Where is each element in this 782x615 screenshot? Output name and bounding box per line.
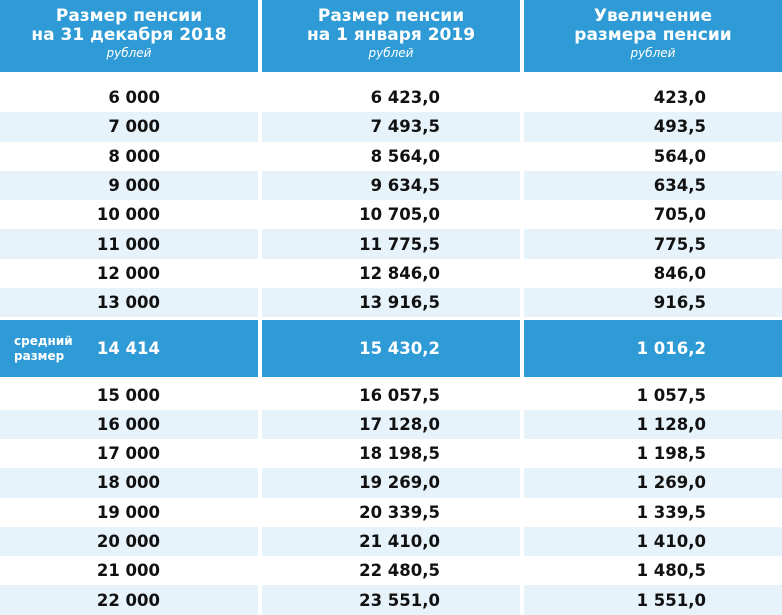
cell-pension-2018 xyxy=(0,468,258,497)
cell-pension-2019 xyxy=(262,439,520,468)
header-col1-unit: рублей xyxy=(106,46,152,60)
cell-increase-value: 1 016,2 xyxy=(636,339,706,359)
cell-increase-value: 1 339,5 xyxy=(636,502,706,522)
cell-increase xyxy=(524,259,782,288)
header-pension-2019 xyxy=(262,0,520,72)
cell-pension-2018-value: 9 000 xyxy=(108,176,160,196)
cell-pension-2018 xyxy=(0,288,258,317)
cell-pension-2019 xyxy=(262,229,520,258)
cell-pension-2019 xyxy=(262,259,520,288)
table-row xyxy=(0,171,782,200)
table-header xyxy=(0,0,782,72)
cell-pension-2018-value: 13 000 xyxy=(96,293,160,313)
cell-increase-value: 1 269,0 xyxy=(636,473,706,493)
cell-pension-2019 xyxy=(262,410,520,439)
cell-pension-2018 xyxy=(0,259,258,288)
cell-pension-2018-value: 20 000 xyxy=(96,532,160,551)
cell-pension-2018-value: 18 000 xyxy=(96,473,160,493)
cell-pension-2018 xyxy=(0,410,258,439)
cell-pension-2019-value: 8 564,0 xyxy=(370,146,440,166)
cell-pension-2018-value: 12 000 xyxy=(96,263,160,283)
cell-increase xyxy=(524,410,782,439)
cell-pension-2019-value: 15 430,2 xyxy=(359,339,440,359)
cell-pension-2018 xyxy=(0,556,258,585)
cell-increase xyxy=(524,200,782,229)
cell-pension-2019-value: 18 198,5 xyxy=(359,444,440,464)
cell-increase-value: 916,5 xyxy=(653,293,706,313)
cell-increase xyxy=(524,556,782,585)
table-row xyxy=(0,527,782,556)
cell-pension-2018-value: 19 000 xyxy=(96,502,160,522)
cell-pension-2019-value: 17 128,0 xyxy=(359,414,440,434)
cell-pension-2019-value: 21 410,0 xyxy=(359,532,440,551)
cell-pension-2019 xyxy=(262,288,520,317)
average-label-line1: средний xyxy=(14,334,73,349)
cell-pension-2018 xyxy=(0,439,258,468)
cell-increase-value: 1 480,5 xyxy=(636,561,706,581)
cell-pension-2018-value: 17 000 xyxy=(96,444,160,464)
cell-pension-2019-value: 23 551,0 xyxy=(359,590,440,610)
table-row xyxy=(0,556,782,585)
table-row xyxy=(0,142,782,171)
cell-pension-2019-value: 10 705,0 xyxy=(359,205,440,225)
table-row xyxy=(0,585,782,614)
cell-pension-2018-value: 14 414 xyxy=(96,339,160,359)
cell-pension-2018-value: 15 000 xyxy=(96,385,160,405)
cell-increase xyxy=(524,498,782,527)
cell-pension-2019-value: 6 423,0 xyxy=(370,88,440,108)
cell-pension-2019 xyxy=(262,200,520,229)
cell-increase xyxy=(524,142,782,171)
cell-pension-2018-value: 7 000 xyxy=(108,117,160,137)
cell-pension-2019 xyxy=(262,585,520,614)
cell-increase-value: 846,0 xyxy=(653,263,706,283)
cell-pension-2019-value: 11 775,5 xyxy=(359,234,440,254)
cell-pension-2018 xyxy=(0,585,258,614)
cell-pension-2018 xyxy=(0,498,258,527)
cell-pension-2018 xyxy=(0,229,258,258)
cell-pension-2019 xyxy=(262,171,520,200)
cell-increase-value: 775,5 xyxy=(653,234,706,254)
cell-increase-value: 1 551,0 xyxy=(636,590,706,610)
cell-increase xyxy=(524,288,782,317)
cell-increase-value: 1 198,5 xyxy=(636,444,706,464)
cell-pension-2019-value: 9 634,5 xyxy=(370,176,440,196)
cell-increase-value: 634,5 xyxy=(653,176,706,196)
cell-increase-value: 1 410,0 xyxy=(636,532,706,551)
cell-pension-2018 xyxy=(0,171,258,200)
cell-pension-2019 xyxy=(262,527,520,556)
cell-pension-2019-value: 20 339,5 xyxy=(359,502,440,522)
cell-pension-2018 xyxy=(0,112,258,141)
cell-increase xyxy=(524,112,782,141)
header-col1-line2: на 31 декабря 2018 xyxy=(31,25,227,45)
cell-pension-2018-value: 10 000 xyxy=(96,205,160,225)
header-col3-unit: рублей xyxy=(630,46,676,60)
cell-pension-2019 xyxy=(262,83,520,112)
cell-increase-value: 423,0 xyxy=(653,88,706,108)
table-row xyxy=(0,439,782,468)
cell-pension-2018-value: 21 000 xyxy=(96,561,160,581)
cell-pension-2019-value: 12 846,0 xyxy=(359,263,440,283)
cell-increase-value: 1 057,5 xyxy=(636,385,706,405)
cell-pension-2018-value: 22 000 xyxy=(96,590,160,610)
table-row xyxy=(0,259,782,288)
header-col2-line2: на 1 января 2019 xyxy=(306,25,476,45)
cell-increase-value: 493,5 xyxy=(653,117,706,137)
table-row xyxy=(0,200,782,229)
cell-increase xyxy=(524,320,782,377)
table-row-average xyxy=(0,320,782,377)
cell-pension-2018 xyxy=(0,200,258,229)
cell-increase xyxy=(524,171,782,200)
cell-pension-2019-value: 19 269,0 xyxy=(359,473,440,493)
table-row xyxy=(0,380,782,409)
cell-pension-2019 xyxy=(262,498,520,527)
header-col2-unit: рублей xyxy=(368,46,414,60)
cell-increase-value: 1 128,0 xyxy=(636,414,706,434)
header-col3-line1: Увеличение xyxy=(593,6,713,26)
table-row xyxy=(0,410,782,439)
cell-pension-2018-value: 16 000 xyxy=(96,414,160,434)
cell-pension-2019 xyxy=(262,468,520,497)
cell-pension-2018-value: 11 000 xyxy=(96,234,160,254)
cell-pension-2019 xyxy=(262,556,520,585)
cell-pension-2019 xyxy=(262,320,520,377)
cell-increase xyxy=(524,468,782,497)
cell-increase xyxy=(524,229,782,258)
cell-pension-2019-value: 7 493,5 xyxy=(370,117,440,137)
cell-pension-2018-value: 6 000 xyxy=(108,88,160,108)
cell-increase xyxy=(524,585,782,614)
cell-pension-2019 xyxy=(262,142,520,171)
table-row xyxy=(0,288,782,317)
average-label-line2: размер xyxy=(14,349,65,364)
header-increase xyxy=(524,0,782,72)
table-row xyxy=(0,229,782,258)
table-row xyxy=(0,468,782,497)
cell-pension-2019 xyxy=(262,380,520,409)
table-body xyxy=(0,83,782,615)
header-col2-line1: Размер пенсии xyxy=(317,6,465,26)
cell-pension-2019-value: 22 480,5 xyxy=(359,561,440,581)
cell-increase-value: 564,0 xyxy=(653,146,706,166)
table-row xyxy=(0,83,782,112)
table-row xyxy=(0,498,782,527)
cell-pension-2018 xyxy=(0,320,258,377)
cell-increase-value: 705,0 xyxy=(653,205,706,225)
header-pension-2018 xyxy=(0,0,258,72)
cell-pension-2019 xyxy=(262,112,520,141)
cell-increase xyxy=(524,380,782,409)
average-label xyxy=(14,334,73,364)
header-col3-line2: размера пенсии xyxy=(574,25,732,45)
header-col1-line1: Размер пенсии xyxy=(55,6,203,26)
cell-pension-2018-value: 8 000 xyxy=(108,146,160,166)
cell-increase xyxy=(524,439,782,468)
cell-pension-2019-value: 16 057,5 xyxy=(359,385,440,405)
cell-pension-2018 xyxy=(0,380,258,409)
cell-pension-2018 xyxy=(0,83,258,112)
cell-pension-2018 xyxy=(0,527,258,556)
cell-increase xyxy=(524,527,782,556)
cell-pension-2018 xyxy=(0,142,258,171)
table-row xyxy=(0,112,782,141)
cell-increase xyxy=(524,83,782,112)
cell-pension-2019-value: 13 916,5 xyxy=(359,293,440,313)
